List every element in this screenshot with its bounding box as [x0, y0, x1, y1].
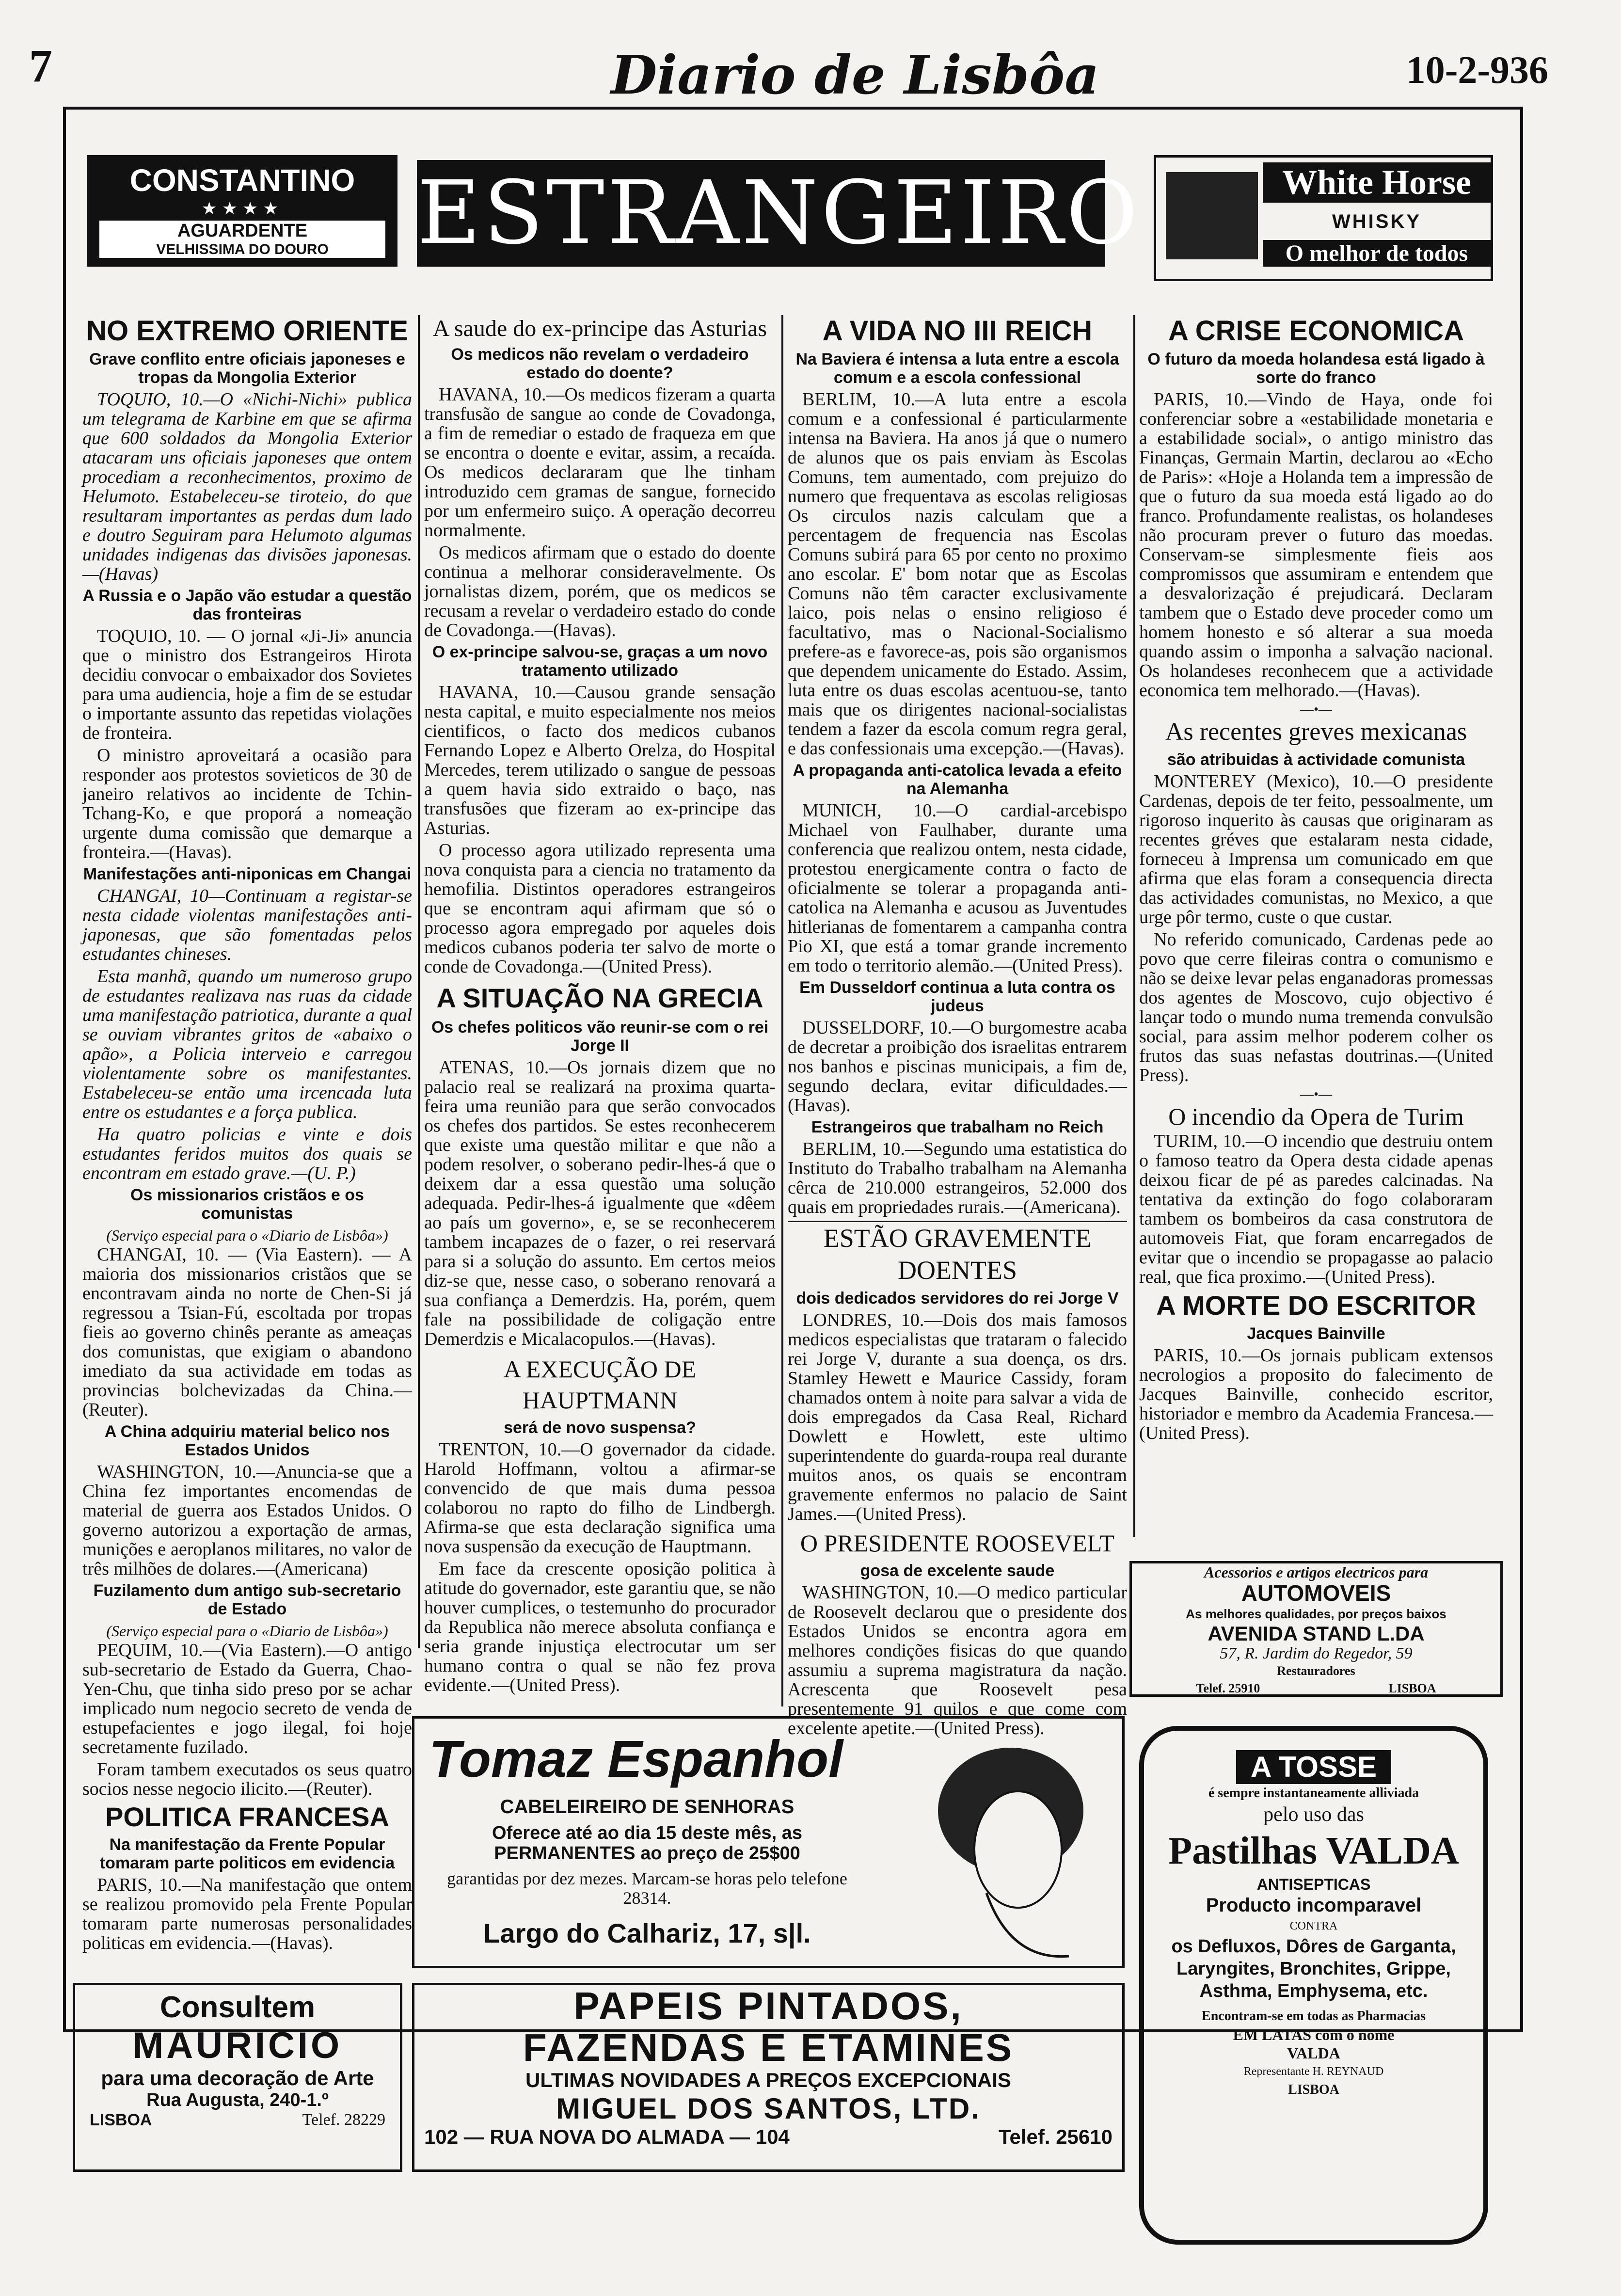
papeis-address: 102 — RUA NOVA DO ALMADA — 104: [424, 2125, 790, 2148]
subheadline: Os missionarios cristãos e os comunistas: [130, 1186, 364, 1223]
auto-phone: Telef. 25910: [1196, 1681, 1260, 1695]
tomaz-espanhol-ad: [412, 1716, 1125, 1968]
issue-date: 10-2-936: [1406, 49, 1548, 92]
column-2: [424, 315, 776, 1706]
valda-line1: A TOSSE: [1236, 1750, 1391, 1784]
auto-line1: Acessorios e artigos electricos para: [1204, 1563, 1429, 1581]
headline: ESTÃO GRAVEMENTE DOENTES: [788, 1221, 1127, 1286]
papeis-phone: Telef. 25610: [998, 2125, 1112, 2148]
papeis-line4: MIGUEL DOS SANTOS, LTD.: [556, 2092, 981, 2125]
subheadline: Fuzilamento dum antigo sub-secretario de Estado: [93, 1581, 401, 1618]
valda-line13: LISBOA: [1288, 2082, 1339, 2097]
article-paragraph: CHANGAI, 10—Continuam a registar-se nesta cidade violentas manifestações anti-japonesas, que são fomentadas pelos estudantes chineses.: [82, 886, 412, 964]
newspaper-title: Diario de Lisbôa: [611, 44, 1099, 106]
papeis-pintados-ad: [412, 1983, 1125, 2172]
headline: POLITICA FRANCESA: [105, 1802, 389, 1832]
headline: A CRISE ECONOMICA: [1168, 315, 1464, 347]
subheadline: Em Dusseldorf continua a luta contra os judeus: [799, 978, 1115, 1015]
whitehorse-ad: [1154, 155, 1493, 281]
subheadline: são atribuidas à actividade comunista: [1167, 750, 1465, 769]
article-paragraph: HAVANA, 10.—Causou grande sensação nesta capital, e muito especialmente nos meios cientificos, o facto dos medicos cubanos Fernando Lopez e Alberto Orelza, do Hospital Mercedes, terem utilizado o sangue de pessoas a quem havia sido extraido o baço, nas transfusões que fizeram ao ex-principe das Asturias.: [424, 682, 776, 838]
subheadline: gosa de excelente saude: [860, 1562, 1055, 1580]
valda-line6: Producto incomparavel: [1206, 1895, 1422, 1916]
article-paragraph: CHANGAI, 10. — (Via Eastern). — A maioria dos missionarios cristãos que se encontravam ainda no norte de Chen-Si já regressou a Tsian-Fú, escoltada por tropas fieis ao governo chinês perante as ameaças dos comunistas, que exigiam o abandono imediato da sua actividade em todas as provincias bolchevizadas da China.—(Reuter).: [82, 1244, 412, 1420]
subheadline: Jacques Bainville: [1247, 1324, 1385, 1343]
mauricio-ad: [73, 1983, 402, 2172]
whitehorse-name: White Horse: [1263, 162, 1491, 203]
column-3: [788, 315, 1127, 1738]
valda-line5: ANTISEPTICAS: [1256, 1876, 1371, 1893]
article-paragraph: TRENTON, 10.—O governador da cidade. Harold Hoffmann, voltou a afirmar-se convencido de que mais duma pessoa colaborou no rapto do filho de Lindbergh. Afirma-se que esta declaração significa uma nova suspensão da execução de Hauptmann.: [424, 1439, 776, 1557]
article-paragraph: BERLIM, 10.—A luta entre a escola comum e a confessional é particularmente intensa na Baviera. Ha anos já que o numero de alunos que os pais enviam às Escolas Comuns, tem aumentado, com prejuizo do numero que frequentava as escolas religiosas Os circulos nazis calculam que a percentagem de frequencia nas Escolas Comuns subirá para 65 por cento no proximo ano escolar. E' bom notar que as Escolas Comuns não têm caracter exclusivamente laico, pois nelas o ensino religioso é facultativo, mas o Nacional-Socialismo prefere-as e favorece-as, pois são organismos que dependem unicamente do Estado. Assim, luta entre os duas escolas acentuou-se, tanto mais que os dirigentes nacional-socialistas tendem a fazer da escola comum regra geral, e das confessionais uma excepção.—(Havas).: [788, 389, 1127, 759]
article-paragraph: PARIS, 10.—Os jornais publicam extensos necrologios a proposito do falecimento de Jacques Bainville, conhecido escritor, historiador e membro da Academia Francesa.—(United Press).: [1139, 1345, 1493, 1443]
papeis-line3: ULTIMAS NOVIDADES A PREÇOS EXCEPCIONAIS: [525, 2069, 1011, 2091]
column-rule: [781, 315, 783, 1706]
mauricio-line4: Rua Augusta, 240-1.º: [146, 2090, 329, 2110]
service-note: (Serviço especial para o «Diario de Lisbôa»): [106, 1227, 388, 1244]
valda-line3: pelo uso das: [1263, 1803, 1364, 1826]
article-paragraph: WASHINGTON, 10.—O medico particular de Roosevelt declarou que o presidente dos Estados Unidos se encontra agora em melhores condições fisicas do que quando assumiu a suprema magistratura da nação. Acrescenta que Roosevelt pesa presentemente 91 quilos e que come com excelente apetite.—(United Press).: [788, 1582, 1127, 1738]
mauricio-line2: MAURICIO: [132, 2025, 343, 2066]
auto-line4: AVENIDA STAND L.DA: [1208, 1622, 1425, 1645]
service-note: (Serviço especial para o «Diario de Lisbôa»): [106, 1622, 388, 1640]
valda-line10: EM LATAS com o nome: [1233, 2026, 1395, 2043]
column-rule: [1133, 315, 1135, 1537]
horse-logo-icon: [1166, 172, 1258, 259]
valda-line8: os Defluxos, Dôres de Garganta, Laryngites, Bronchites, Grippe, Asthma, Emphysema, etc.: [1171, 1936, 1456, 2001]
valda-line7: CONTRA: [1289, 1920, 1338, 1932]
article-paragraph: Em face da crescente oposição politica à atitude do governador, este garantiu que, se não houver cumplices, o testemunho do procurador da Republica não merece absoluta confiança e seria grande injustiça electrocutar um ser humano contra o qual se não fez prova evidente.—(United Press).: [424, 1559, 776, 1695]
subheadline: O futuro da moeda holandesa está ligado à sorte do franco: [1147, 350, 1485, 387]
subheadline: será de novo suspensa?: [504, 1419, 696, 1437]
tomaz-address: Largo do Calhariz, 17, s|l.: [483, 1918, 811, 1948]
headline: A VIDA NO III REICH: [822, 315, 1093, 347]
headline: A saude do ex-principe das Asturias: [432, 316, 767, 341]
headline: A SITUAÇÃO NA GRECIA: [436, 983, 763, 1013]
mauricio-line3: para uma decoração de Arte: [101, 2067, 374, 2089]
papeis-line1: PAPEIS PINTADOS,: [573, 1984, 963, 2027]
article-paragraph: ATENAS, 10.—Os jornais dizem que no palacio real se realizará na proxima quarta-feira uma reunião para que serão convocados os chefes dos partidos. Se estes reconhecerem que existe uma questão militar e que não a podem resolver, o soberano pedir-lhes-á que o deixem dar a essa questão uma solução adequada. Pedir-lhes-á igualmente que «dêem ao país um governo», e, se se reconhecerem tambem incapazes de o fazer, o rei reservará para si a solução do assunto. Em certos meios diz-se que, nesse caso, o soberano renovará a sua confiança a Demerdzis. Ha, porém, quem fale na possibilidade de coligação entre Demerdzis e Micalacopulos.—(Havas).: [424, 1057, 776, 1349]
subheadline: Manifestações anti-niponicas em Changai: [83, 865, 412, 883]
subheadline: Na Baviera é intensa a luta entre a escola comum e a escola confessional: [795, 350, 1119, 387]
page-number: 7: [29, 40, 52, 92]
subheadline: A China adquiriu material belico nos Estados Unidos: [104, 1422, 390, 1459]
mauricio-phone: Telef. 28229: [302, 2111, 385, 2129]
constantino-ad: [87, 155, 397, 267]
headline: O incendio da Opera de Turim: [1168, 1103, 1464, 1130]
subheadline: Estrangeiros que trabalham no Reich: [811, 1118, 1104, 1136]
mauricio-line1: Consultem: [159, 1991, 316, 2024]
auto-line5: 57, R. Jardim do Regedor, 59: [1220, 1644, 1413, 1662]
mauricio-city: LISBOA: [90, 2111, 152, 2129]
separator-icon: —•—: [1300, 702, 1332, 717]
subheadline: Os chefes politicos vão reunir-se com o rei Jorge II: [431, 1018, 769, 1055]
subheadline: dois dedicados servidores do rei Jorge V: [796, 1289, 1119, 1307]
valda-line9: Encontram-se em todas as Pharmacias: [1202, 2009, 1426, 2024]
valda-line12: Representante H. REYNAUD: [1243, 2065, 1384, 2078]
valda-line4: Pastilhas VALDA: [1168, 1830, 1459, 1872]
headline: O PRESIDENTE ROOSEVELT: [800, 1530, 1115, 1557]
woman-portrait-icon: [914, 1733, 1108, 1961]
auto-city: LISBOA: [1388, 1681, 1436, 1695]
valda-line2: é sempre instantaneamente alliviada: [1208, 1786, 1419, 1801]
article-paragraph: No referido comunicado, Cardenas pede ao povo que cerre fileiras contra o comunismo e não se deixe levar pelas enganadoras promessas dos agentes de Moscovo, cujo objectivo é lançar todo o mundo numa tremenda convulsão social, para assim melhor poderem colher os frutos das suas nefastas doutrinas.—(United Press).: [1139, 929, 1493, 1085]
tomaz-line2: Oferece até ao dia 15 deste mês, as PERMANENTES ao preço de 25$00: [492, 1823, 803, 1864]
article-paragraph: TOQUIO, 10.—O «Nichi-Nichi» publica um telegrama de Karbine em que se afirma que 600 soldados da Mongolia Exterior atacaram uns oficiais japoneses que ontem procediam a reconhecimentos, proximo de Helumoto. Estabeleceu-se tiroteio, do que resultaram importantes as perdas dum lado e doutro Seguiram para Helumoto algumas unidades indigenas das divisões japonesas.—(Havas): [82, 389, 412, 584]
valda-ad: [1139, 1726, 1488, 2245]
subheadline: A propaganda anti-catolica levada a efeito na Alemanha: [793, 761, 1122, 798]
headline: A MORTE DO ESCRITOR: [1156, 1290, 1476, 1321]
automoveis-ad: [1129, 1561, 1503, 1697]
article-paragraph: TURIM, 10.—O incendio que destruiu ontem o famoso teatro da Opera desta cidade apenas deixou ficar de pé as paredes calcinadas. Na tentativa da extinção do fogo colaboraram tambem os bombeiros da casa construtora de automoveis Fiat, que foram encarregados de evitar que o incendio se propagasse ao palacio real, que fica proximo.—(United Press).: [1139, 1131, 1493, 1287]
article-paragraph: HAVANA, 10.—Os medicos fizeram a quarta transfusão de sangue ao conde de Covadonga, a fim de remediar o estado de fraqueza em que se encontra o doente e evitar, assim, a recaída. Os medicos declararam que lhe tinham introduzido cem gramas de sangue, fornecido por um enfermeiro suiço. A operação decorreu normalmente.: [424, 384, 776, 541]
tomaz-line1: CABELEIREIRO DE SENHORAS: [500, 1796, 795, 1818]
subheadline: Os medicos não revelam o verdadeiro estado do doente?: [451, 345, 749, 382]
article-paragraph: O processo agora utilizado representa uma nova conquista para a ciencia no tratamento da hemofilia. Distintos operadores estrangeiros que se encontram aqui afirmam que só o processo agora empregado por aqueles dois medicos cubanos poderia ter salvo de morte o conde de Covadonga.—(United Press).: [424, 840, 776, 977]
article-paragraph: LONDRES, 10.—Dois dos mais famosos medicos especialistas que trataram o falecido rei Jorge V, durante a sua doença, os drs. Stamley Hewett e Maurice Cassidy, foram chamados ontem à noite para salvar a vida de dois empregados da Casa Real, Richard Dowlett e Howlett, este ultimo superintendente do guarda-roupa real durante muitos anos, os quais se encontram gravemente enfermos no palacio de Saint James.—(United Press).: [788, 1310, 1127, 1524]
article-paragraph: PARIS, 10.—Na manifestação que ontem se realizou promovido pela Frente Popular tomaram parte numerosas personalidades politicas em evidencia.—(Havas).: [82, 1875, 412, 1953]
article-paragraph: WASHINGTON, 10.—Anuncia-se que a China fez importantes encomendas de material de guerra aos Estados Unidos. O governo autorizou a exportação de armas, munições e aeroplanos militares, no valor de três milhões de dolares.—(Americana): [82, 1462, 412, 1579]
article-paragraph: PEQUIM, 10.—(Via Eastern).—O antigo sub-secretario de Estado da Guerra, Chao-Yen-Chu, que tinha sido preso por se achar implicado num negocio secreto de venda de estupefacientes e jogo ilegal, foi hoje secretamente fuzilado.: [82, 1640, 412, 1757]
constantino-name: CONSTANTINO: [129, 163, 355, 198]
article-paragraph: PARIS, 10.—Vindo de Haya, onde foi conferenciar sobre a «estabilidade monetaria e a estabilidade social», o antigo ministro das Finanças, Germain Martin, declarou ao «Echo de Paris»: «Hoje a Holanda tem a impressão de que o futuro da sua moeda está ligado ao do franco. Profundamente realistas, os holandeses não procuram prever o futuro das moedas. Conservam-se simplesmente fieis aos compromissos que assumiram e entendem que a desvalorização é prejudicará. Declaram tambem que o Estado deve proceder como um homem honesto e só alterar a sua moeda quando assim o imponha a salvação nacional. Os holandeses reconhecem que a actividade economica tem melhorado.—(Havas).: [1139, 389, 1493, 701]
star-icons: ★★★★: [201, 198, 284, 218]
column-1: [82, 315, 412, 1953]
headline: NO EXTREMO ORIENTE: [86, 315, 408, 347]
auto-line3: As melhores qualidades, por preços baixos: [1186, 1607, 1446, 1621]
article-paragraph: Os medicos afirmam que o estado do doente continua a melhorar consideravelmente. Os jornalistas dizem, porém, que os medicos se recusam a revelar o verdadeiro estado do conde de Covadonga.—(Havas).: [424, 542, 776, 640]
tomaz-name: Tomaz Espanhol: [429, 1729, 843, 1788]
subheadline: Grave conflito entre oficiais japoneses e tropas da Mongolia Exterior: [89, 350, 405, 387]
article-paragraph: Ha quatro policias e vinte e dois estudantes feridos muitos dos quais se encontram em estado grave.—(U. P.): [82, 1124, 412, 1183]
column-4: [1139, 315, 1493, 1547]
article-paragraph: MONTEREY (Mexico), 10.—O presidente Cardenas, depois de ter feito, pessoalmente, um rigoroso inquerito às causas que originaram as recentes gréves que estalaram nesta cidade, forneceu à Imprensa um comunicado em que afirma que elas foram a consequencia directa das actividades comunistas, no Mexico, a que urge pôr termo, custe o que custar.: [1139, 771, 1493, 927]
separator-icon: —•—: [1300, 1087, 1332, 1102]
headline: As recentes greves mexicanas: [1165, 718, 1467, 746]
tomaz-line3: garantidas por dez mezes. Marcam-se horas pelo telefone 28314.: [447, 1869, 847, 1908]
article-paragraph: Foram tambem executados os seus quatro socios nesse negocio ilicito.—(Reuter).: [82, 1759, 412, 1799]
whitehorse-kind: WHISKY: [1332, 211, 1421, 232]
section-title: ESTRANGEIRO: [417, 160, 1105, 267]
article-paragraph: MUNICH, 10.—O cardial-arcebispo Michael von Faulhaber, durante uma conferencia que realizou ontem, nesta cidade, protestou energicamente contra o facto de oficialmente se tolerar a propaganda anti-catolica na Alemanha e acusou as Juventudes hitlerianas de fomentarem a campanha contra Pio XI, que está a tomar grande incremento em todo o territorio alemão.—(United Press).: [788, 800, 1127, 976]
constantino-line1: AGUARDENTE: [99, 221, 385, 241]
papeis-line2: FAZENDAS E ETAMINES: [523, 2026, 1014, 2069]
auto-line6: Restauradores: [1277, 1664, 1355, 1678]
article-paragraph: BERLIM, 10.—Segundo uma estatistica do Instituto do Trabalho trabalham na Alemanha cêrca de 210.000 estrangeiros, 52.000 dos quais em propriedades rurais.—(Americana).: [788, 1139, 1127, 1217]
headline: A EXECUÇÃO DE HAUPTMANN: [503, 1355, 697, 1414]
article-paragraph: Esta manhã, quando um numeroso grupo de estudantes realizava nas ruas da cidade uma manifestação patriotica, durante a qual se ouviam vibrantes gritos de «abaixo o apão», a Policia interveio e carregou violentamente sobre os manifestantes. Estabeleceu-se então uma ircencada luta entre os estudantes e a força publica.: [82, 966, 412, 1122]
column-rule: [418, 315, 420, 1648]
article-paragraph: DUSSELDORF, 10.—O burgomestre acaba de decretar a proibição dos israelitas entrarem nos banhos e piscinas municipais, a fim de, segundo declara, evitar dificuldades.—(Havas).: [788, 1018, 1127, 1116]
subheadline: Na manifestação da Frente Popular tomaram parte politicos em evidencia: [99, 1835, 395, 1872]
article-paragraph: O ministro aproveitará a ocasião para responder aos protestos sovieticos de 30 de janeiro relativos ao incidente de Tchin-Tchang-Ko, e que proporá a nomeação urgente duma comissão que demarque a fronteira.—(Havas).: [82, 745, 412, 862]
auto-line2: AUTOMOVEIS: [1241, 1580, 1391, 1606]
article-paragraph: TOQUIO, 10. — O jornal «Ji-Ji» anuncia que o ministro dos Estrangeiros Hirota decidiu convocar o embaixador dos Sovietes para uma audiencia, hoje a fim de se estudar o importante assunto das repetidas violações de fronteira.: [82, 626, 412, 743]
subheadline: O ex-principe salvou-se, graças a um novo tratamento utilizado: [432, 643, 768, 680]
subheadline: A Russia e o Japão vão estudar a questão das fronteiras: [82, 587, 412, 623]
constantino-line2: VELHISSIMA DO DOURO: [99, 241, 385, 258]
valda-line11: VALDA: [1287, 2044, 1340, 2062]
whitehorse-slogan: O melhor de todos: [1263, 240, 1491, 267]
